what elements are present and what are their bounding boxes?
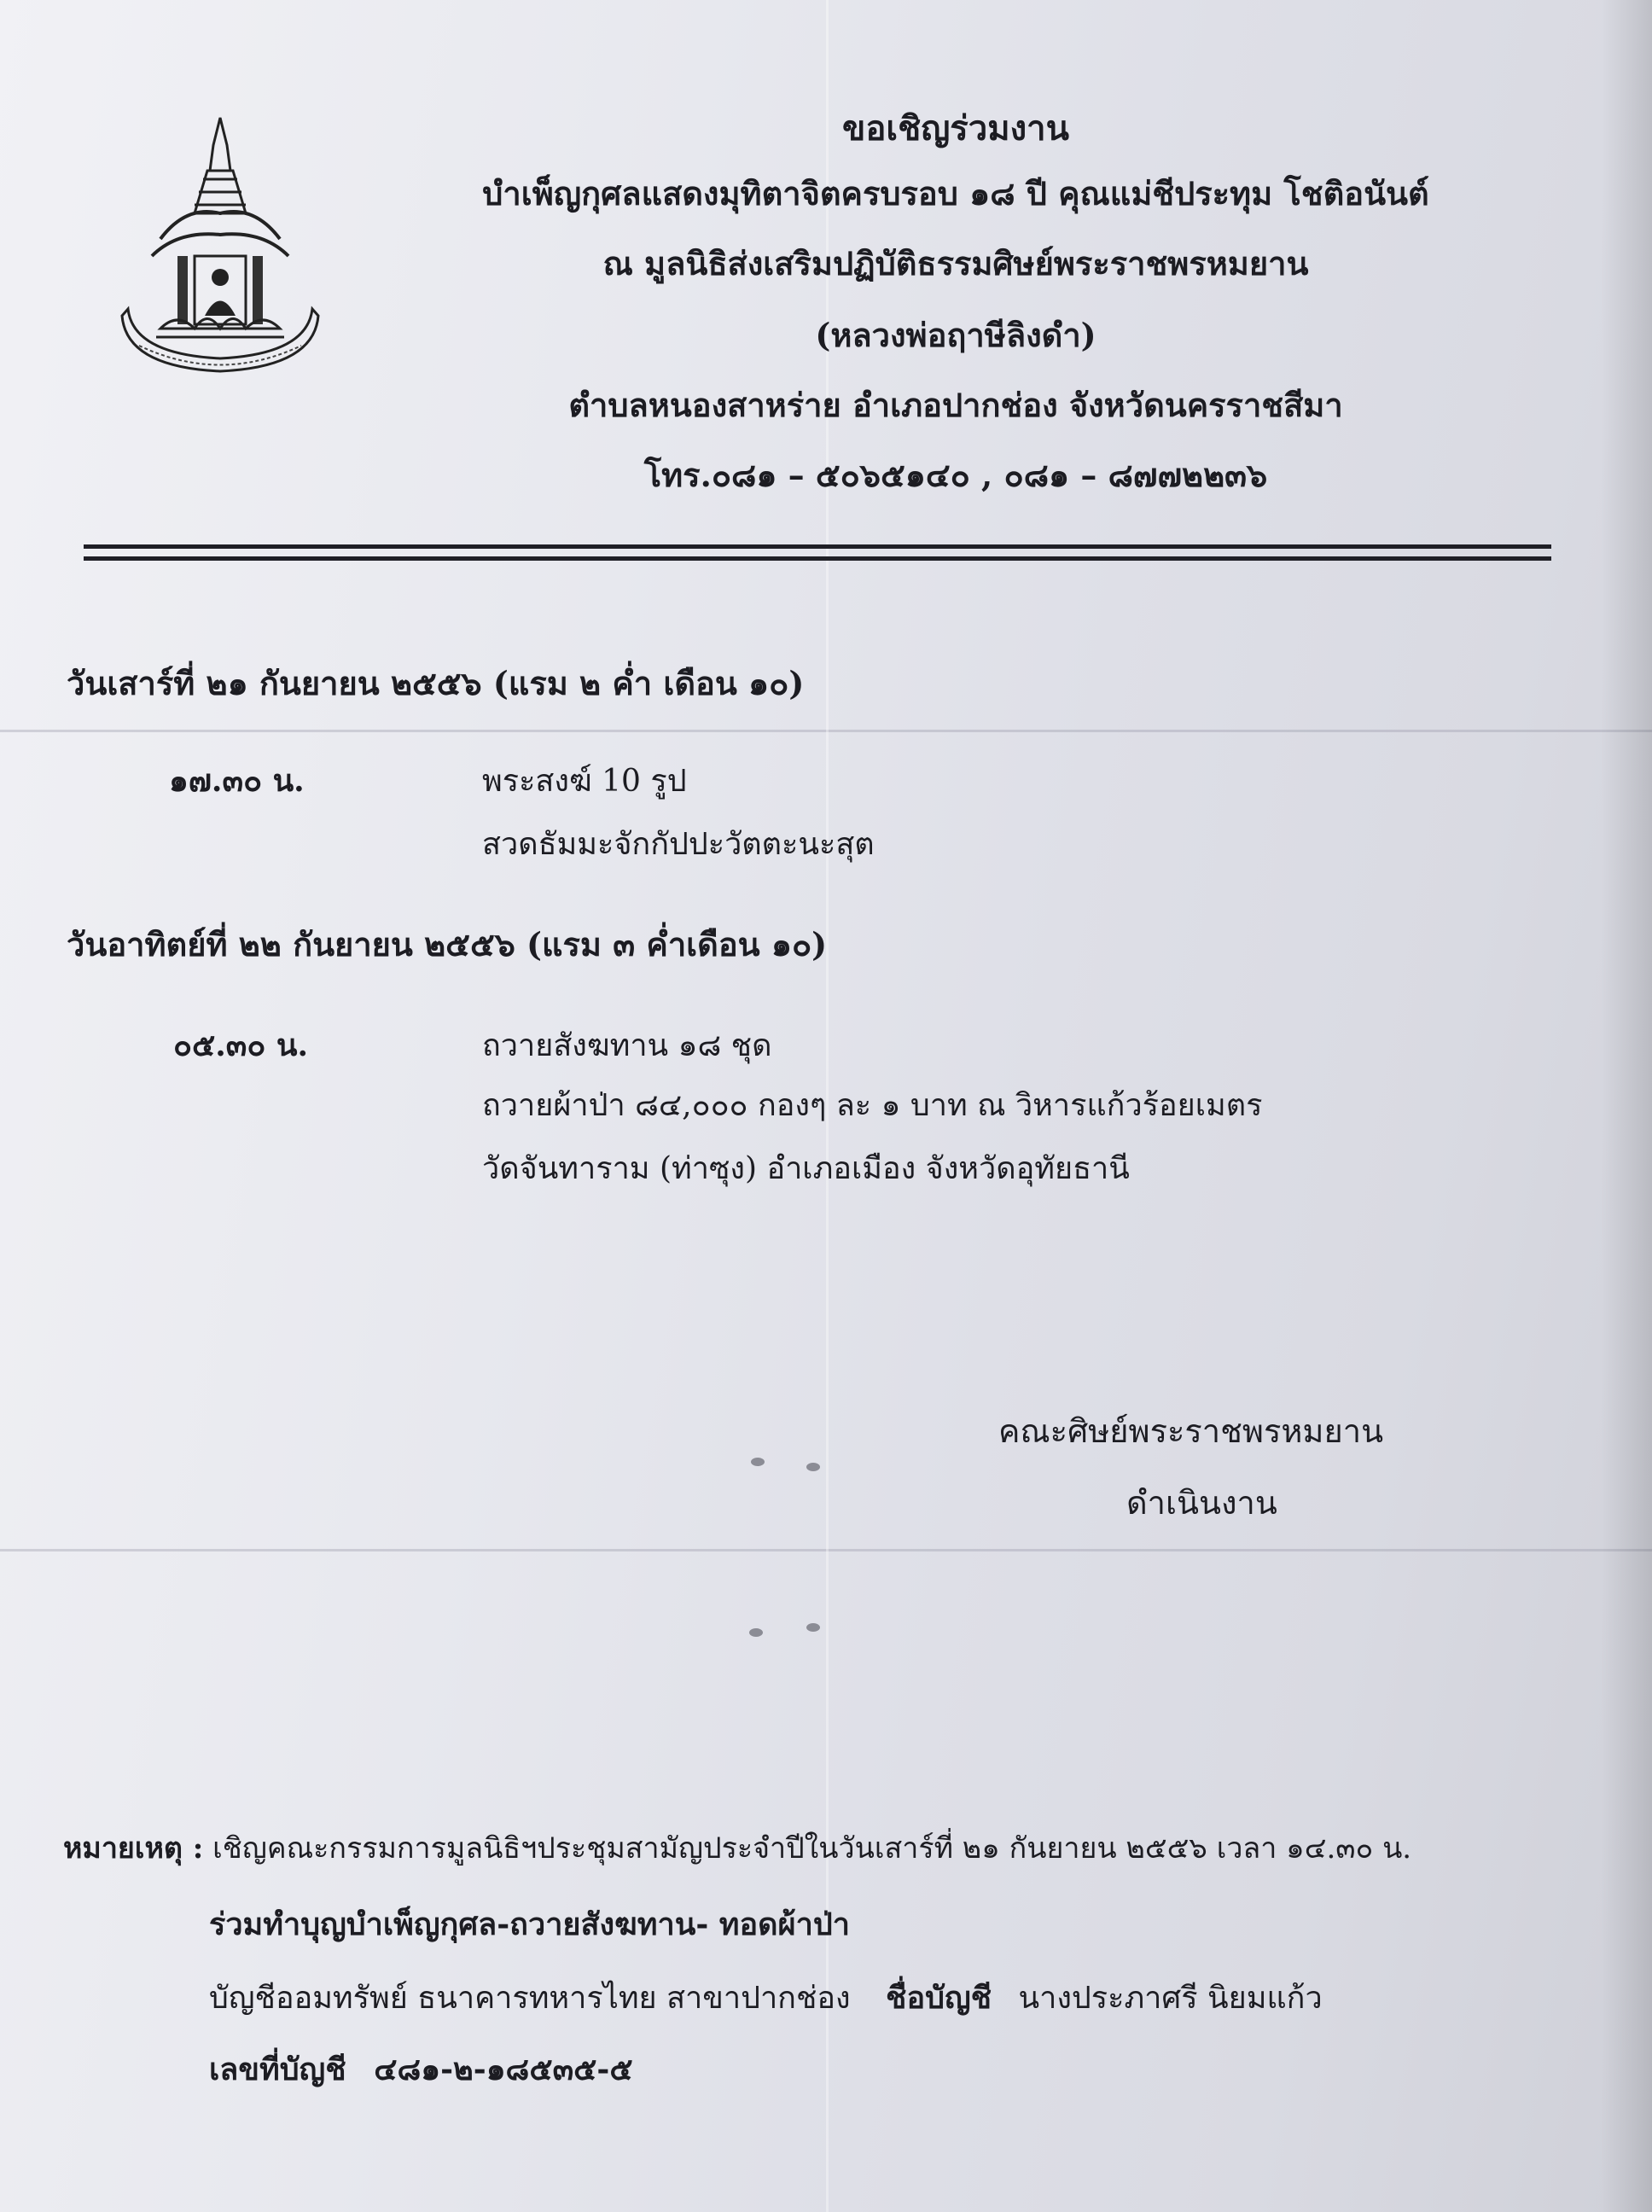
invitation-title: ขอเชิญร่วมงาน xyxy=(842,108,1069,148)
note-line-2: ร่วมทำบุญบำเพ็ญกุศล-ถวายสังฆทาน- ทอดผ้าป่า xyxy=(209,1906,850,1942)
day2-heading: วันอาทิตย์ที่ ๒๒ กันยายน ๒๕๕๖ (แรม ๓ ค่ำเดือน ๑๐) xyxy=(67,925,828,963)
punch-hole xyxy=(806,1463,820,1471)
header-divider xyxy=(84,544,1551,549)
signature-role: ดำเนินงาน xyxy=(1126,1484,1277,1522)
punch-hole xyxy=(749,1628,763,1637)
header-line-3: (หลวงพ่อฤาษีลิงดำ) xyxy=(815,316,1096,354)
day2-activity-2: ถวายผ้าป่า ๘๔,๐๐๐ กองๆ ละ ๑ บาท ณ วิหารแก้วร้อยเมตร xyxy=(482,1088,1263,1123)
foundation-emblem xyxy=(109,111,331,384)
phone-numbers: โทร.๐๘๑ – ๕๐๖๕๑๔๐ , ๐๘๑ – ๘๗๗๒๒๓๖ xyxy=(643,456,1268,494)
header-divider xyxy=(84,556,1551,561)
day1-heading: วันเสาร์ที่ ๒๑ กันยายน ๒๕๕๖ (แรม ๒ ค่ำ เดือน ๑๐) xyxy=(67,664,805,702)
note-line-1 xyxy=(63,1825,1411,1871)
day1-time: ๑๗.๓๐ น. xyxy=(169,763,305,799)
account-name-label: ชื่อบัญชี xyxy=(886,1980,992,2016)
header-line-1: บำเพ็ญกุศลแสดงมุทิตาจิตครบรอบ ๑๘ ปี คุณแม่ชีประทุม โชติอนันต์ xyxy=(482,174,1429,212)
day1-activity-1: พระสงฆ์ 10 รูป xyxy=(482,764,687,799)
day2-time: ๐๕.๓๐ น. xyxy=(173,1027,309,1063)
account-name: นางประภาศรี นิยมแก้ว xyxy=(1018,1981,1323,2016)
note-text: เชิญคณะกรรมการมูลนิธิฯประชุมสามัญประจำปีในวันเสาร์ที่ ๒๑ กันยายน ๒๕๕๖ เวลา ๑๔.๓๐ น. xyxy=(212,1831,1412,1866)
punch-hole xyxy=(751,1458,765,1466)
account-number-line xyxy=(209,2045,633,2093)
header-line-2: ณ มูลนิธิส่งเสริมปฏิบัติธรรมศิษย์พระราชพรหมยาน xyxy=(602,244,1309,282)
bank-account-prefix: บัญชีออมทรัพย์ ธนาคารทหารไทย สาขาปากช่อง xyxy=(209,1981,851,2016)
bank-account-line xyxy=(209,1973,1323,2022)
day1-activity-2: สวดธัมมะจักกัปปะวัตตะนะสุต xyxy=(482,827,875,862)
account-number: ๔๘๑-๒-๑๘๕๓๕-๕ xyxy=(374,2052,633,2087)
signature-org: คณะศิษย์พระราชพรหมยาน xyxy=(998,1412,1384,1450)
note-label: หมายเหตุ : xyxy=(63,1831,204,1866)
punch-hole xyxy=(806,1623,820,1632)
day2-activity-3: วัดจันทาราม (ท่าซุง) อำเภอเมือง จังหวัดอุทัยธานี xyxy=(482,1151,1130,1186)
header-line-4: ตำบลหนองสาหร่าย อำเภอปากช่อง จังหวัดนครราชสีมา xyxy=(568,386,1343,424)
day2-activity-1: ถวายสังฆทาน ๑๘ ชุด xyxy=(482,1028,772,1063)
account-number-label: เลขที่บัญชี xyxy=(209,2052,346,2087)
